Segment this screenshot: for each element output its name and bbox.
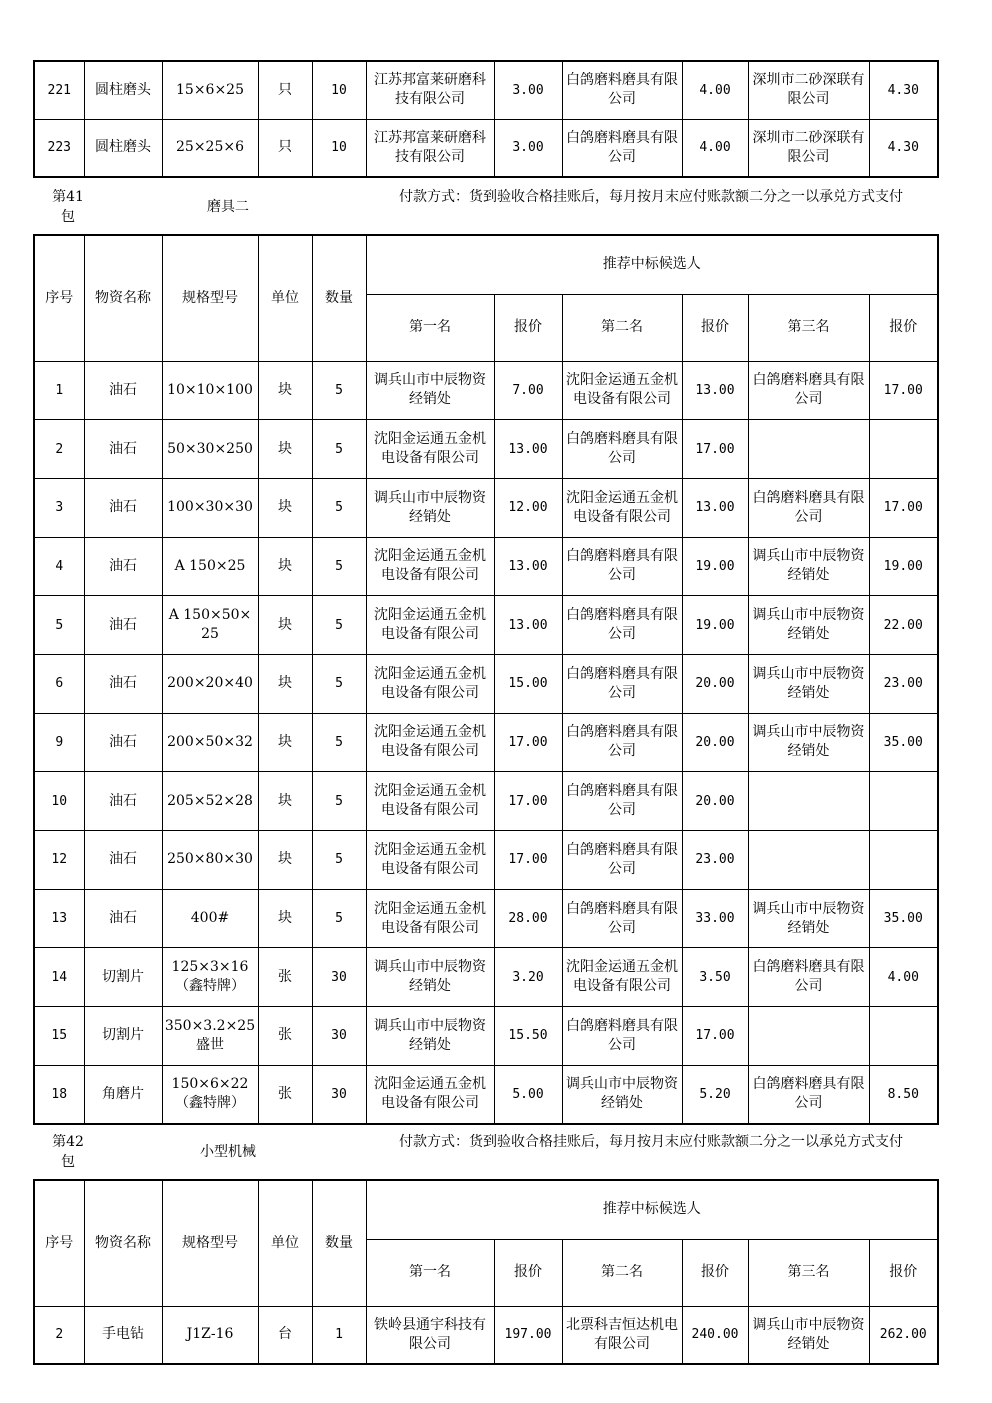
cell-name: 油石 [84, 772, 162, 831]
cell-no: 12 [34, 831, 84, 890]
cell-third-price [869, 831, 938, 890]
cell-unit: 块 [258, 654, 312, 713]
cell-first-price: 17.00 [494, 772, 562, 831]
cell-no: 18 [34, 1065, 84, 1124]
cell-third-candidate: 调兵山市中辰物资经销处 [748, 596, 869, 655]
cell-first-candidate: 江苏邦富莱研磨科技有限公司 [366, 61, 494, 119]
cell-third-candidate: 白鸽磨料磨具有限公司 [748, 948, 869, 1007]
cell-second-price: 17.00 [682, 1007, 748, 1066]
cell-first-price: 7.00 [494, 361, 562, 420]
table-row [34, 831, 938, 890]
cell-third-price: 23.00 [869, 654, 938, 713]
cell-first-candidate: 沈阳金运通五金机电设备有限公司 [366, 772, 494, 831]
cell-no: 221 [34, 61, 84, 119]
cell-second-candidate: 调兵山市中辰物资经销处 [562, 1065, 682, 1124]
cell-name: 油石 [84, 420, 162, 479]
header-first: 第一名 [366, 1239, 494, 1306]
cell-name: 油石 [84, 537, 162, 596]
cell-no: 14 [34, 948, 84, 1007]
cell-spec: J1Z-16 [162, 1306, 258, 1364]
cell-third-price: 262.00 [869, 1306, 938, 1364]
cell-second-candidate: 北票科吉恒达机电有限公司 [562, 1306, 682, 1364]
header-third: 第三名 [748, 1239, 869, 1306]
cell-third-candidate: 调兵山市中辰物资经销处 [748, 713, 869, 772]
cell-no: 13 [34, 889, 84, 948]
cell-spec: A 150×25 [162, 537, 258, 596]
table-row [34, 61, 938, 119]
header-second: 第二名 [562, 1239, 682, 1306]
package-42-name: 小型机械 [200, 1144, 256, 1160]
cell-unit: 块 [258, 713, 312, 772]
header-no: 序号 [34, 1180, 84, 1306]
cell-qty: 5 [312, 831, 366, 890]
package-41-info [33, 187, 939, 237]
cell-qty: 5 [312, 772, 366, 831]
cell-third-price [869, 1007, 938, 1066]
cell-unit: 只 [258, 61, 312, 119]
cell-first-price: 13.00 [494, 420, 562, 479]
cell-qty: 5 [312, 537, 366, 596]
header-price-1: 报价 [494, 294, 562, 361]
package-41-table [33, 234, 939, 1125]
cell-second-price: 33.00 [682, 889, 748, 948]
cell-first-price: 17.00 [494, 831, 562, 890]
cell-first-candidate: 沈阳金运通五金机电设备有限公司 [366, 596, 494, 655]
cell-second-price: 13.00 [682, 361, 748, 420]
table-row [34, 1306, 938, 1364]
table-row [34, 478, 938, 537]
cell-unit: 块 [258, 361, 312, 420]
cell-first-candidate: 调兵山市中辰物资经销处 [366, 361, 494, 420]
cell-no: 1 [34, 361, 84, 420]
cell-first-candidate: 沈阳金运通五金机电设备有限公司 [366, 831, 494, 890]
cell-first-candidate: 调兵山市中辰物资经销处 [366, 1007, 494, 1066]
cell-qty: 30 [312, 1065, 366, 1124]
cell-unit: 块 [258, 596, 312, 655]
cell-third-candidate [748, 420, 869, 479]
cell-second-candidate: 白鸽磨料磨具有限公司 [562, 772, 682, 831]
cell-second-candidate: 白鸽磨料磨具有限公司 [562, 420, 682, 479]
cell-unit: 块 [258, 889, 312, 948]
cell-qty: 5 [312, 889, 366, 948]
package-41-number: 第41 包 [52, 189, 84, 225]
cell-first-candidate: 沈阳金运通五金机电设备有限公司 [366, 537, 494, 596]
cell-spec: 350×3.2×25 盛世 [162, 1007, 258, 1066]
cell-unit: 张 [258, 1007, 312, 1066]
cell-qty: 10 [312, 119, 366, 177]
cell-first-candidate: 沈阳金运通五金机电设备有限公司 [366, 420, 494, 479]
header-candidates: 推荐中标候选人 [366, 235, 938, 294]
table-row [34, 713, 938, 772]
table-row [34, 889, 938, 948]
table-row [34, 119, 938, 177]
cell-spec: 205×52×28 [162, 772, 258, 831]
header-name: 物资名称 [84, 235, 162, 361]
cell-qty: 5 [312, 713, 366, 772]
cell-unit: 块 [258, 478, 312, 537]
cell-first-price: 28.00 [494, 889, 562, 948]
cell-no: 2 [34, 420, 84, 479]
cell-name: 油石 [84, 713, 162, 772]
header-qty: 数量 [312, 1180, 366, 1306]
cell-first-price: 15.00 [494, 654, 562, 713]
cell-second-price: 13.00 [682, 478, 748, 537]
cell-third-candidate: 白鸽磨料磨具有限公司 [748, 361, 869, 420]
cell-unit: 张 [258, 1065, 312, 1124]
cell-qty: 10 [312, 61, 366, 119]
cell-second-price: 20.00 [682, 772, 748, 831]
cell-third-price: 19.00 [869, 537, 938, 596]
cell-first-price: 197.00 [494, 1306, 562, 1364]
cell-no: 6 [34, 654, 84, 713]
cell-name: 油石 [84, 654, 162, 713]
cell-second-candidate: 沈阳金运通五金机电设备有限公司 [562, 478, 682, 537]
cell-first-price: 13.00 [494, 596, 562, 655]
table-row [34, 772, 938, 831]
cell-qty: 5 [312, 361, 366, 420]
cell-first-candidate: 沈阳金运通五金机电设备有限公司 [366, 654, 494, 713]
cell-third-price: 35.00 [869, 713, 938, 772]
table-row [34, 420, 938, 479]
cell-spec: 150×6×22（鑫特牌） [162, 1065, 258, 1124]
cell-name: 油石 [84, 478, 162, 537]
cell-second-candidate: 白鸽磨料磨具有限公司 [562, 61, 682, 119]
cell-no: 9 [34, 713, 84, 772]
cell-no: 223 [34, 119, 84, 177]
cell-unit: 块 [258, 537, 312, 596]
cell-second-price: 20.00 [682, 654, 748, 713]
cell-second-candidate: 白鸽磨料磨具有限公司 [562, 713, 682, 772]
header-spec: 规格型号 [162, 235, 258, 361]
cell-unit: 台 [258, 1306, 312, 1364]
table-row [34, 361, 938, 420]
cell-name: 角磨片 [84, 1065, 162, 1124]
cell-first-candidate: 调兵山市中辰物资经销处 [366, 478, 494, 537]
cell-second-price: 19.00 [682, 596, 748, 655]
cell-third-candidate: 调兵山市中辰物资经销处 [748, 889, 869, 948]
cell-spec: 125×3×16（鑫特牌） [162, 948, 258, 1007]
cell-spec: 25×25×6 [162, 119, 258, 177]
cell-name: 油石 [84, 361, 162, 420]
cell-second-candidate: 白鸽磨料磨具有限公司 [562, 654, 682, 713]
cell-first-candidate: 江苏邦富莱研磨科技有限公司 [366, 119, 494, 177]
cell-second-candidate: 沈阳金运通五金机电设备有限公司 [562, 948, 682, 1007]
header-name: 物资名称 [84, 1180, 162, 1306]
cell-third-price: 4.30 [869, 119, 938, 177]
table-row [34, 948, 938, 1007]
cell-name: 手电钻 [84, 1306, 162, 1364]
cell-spec: 200×20×40 [162, 654, 258, 713]
package-41-name: 磨具二 [207, 199, 249, 215]
package-42-number: 第42 包 [52, 1134, 84, 1170]
cell-second-price: 240.00 [682, 1306, 748, 1364]
cell-first-candidate: 沈阳金运通五金机电设备有限公司 [366, 889, 494, 948]
cell-first-candidate: 铁岭县通宇科技有限公司 [366, 1306, 494, 1364]
cell-second-price: 3.50 [682, 948, 748, 1007]
cell-first-price: 17.00 [494, 713, 562, 772]
header-spec: 规格型号 [162, 1180, 258, 1306]
cell-no: 5 [34, 596, 84, 655]
table-row [34, 1065, 938, 1124]
header-first: 第一名 [366, 294, 494, 361]
cell-no: 3 [34, 478, 84, 537]
cell-unit: 张 [258, 948, 312, 1007]
package-42-payment: 付款方式：货到验收合格挂账后，每月按月末应付账款额二分之一以承兑方式支付 [399, 1134, 903, 1150]
cell-third-price: 17.00 [869, 478, 938, 537]
cell-second-candidate: 沈阳金运通五金机电设备有限公司 [562, 361, 682, 420]
header-qty: 数量 [312, 235, 366, 361]
cell-third-candidate: 深圳市二砂深联有限公司 [748, 119, 869, 177]
table-row [34, 654, 938, 713]
cell-first-price: 3.00 [494, 119, 562, 177]
header-unit: 单位 [258, 235, 312, 361]
cell-third-price: 4.00 [869, 948, 938, 1007]
cell-second-candidate: 白鸽磨料磨具有限公司 [562, 1007, 682, 1066]
cell-second-candidate: 白鸽磨料磨具有限公司 [562, 119, 682, 177]
cell-no: 15 [34, 1007, 84, 1066]
cell-spec: A 150×50×25 [162, 596, 258, 655]
cell-qty: 5 [312, 654, 366, 713]
cell-spec: 100×30×30 [162, 478, 258, 537]
cell-third-candidate [748, 831, 869, 890]
cell-third-candidate [748, 1007, 869, 1066]
header-second: 第二名 [562, 294, 682, 361]
header-price-3: 报价 [869, 1239, 938, 1306]
header-price-2: 报价 [682, 294, 748, 361]
cell-unit: 块 [258, 420, 312, 479]
cell-qty: 5 [312, 596, 366, 655]
header-no: 序号 [34, 235, 84, 361]
cell-third-candidate: 调兵山市中辰物资经销处 [748, 654, 869, 713]
header-unit: 单位 [258, 1180, 312, 1306]
cell-name: 切割片 [84, 948, 162, 1007]
cell-second-price: 5.20 [682, 1065, 748, 1124]
table-row [34, 1007, 938, 1066]
cell-spec: 200×50×32 [162, 713, 258, 772]
cell-second-candidate: 白鸽磨料磨具有限公司 [562, 831, 682, 890]
cell-third-candidate: 调兵山市中辰物资经销处 [748, 1306, 869, 1364]
cell-name: 切割片 [84, 1007, 162, 1066]
cell-third-candidate: 白鸽磨料磨具有限公司 [748, 1065, 869, 1124]
cell-second-candidate: 白鸽磨料磨具有限公司 [562, 596, 682, 655]
header-price-3: 报价 [869, 294, 938, 361]
cell-second-price: 19.00 [682, 537, 748, 596]
cell-unit: 块 [258, 772, 312, 831]
cell-third-candidate: 深圳市二砂深联有限公司 [748, 61, 869, 119]
cell-spec: 250×80×30 [162, 831, 258, 890]
package-41-payment: 付款方式：货到验收合格挂账后，每月按月末应付账款额二分之一以承兑方式支付 [399, 189, 903, 205]
cell-second-price: 20.00 [682, 713, 748, 772]
header-price-1: 报价 [494, 1239, 562, 1306]
table-row [34, 537, 938, 596]
cell-third-candidate: 调兵山市中辰物资经销处 [748, 537, 869, 596]
cell-third-price [869, 420, 938, 479]
cell-first-price: 5.00 [494, 1065, 562, 1124]
cell-second-price: 4.00 [682, 61, 748, 119]
cell-name: 圆柱磨头 [84, 61, 162, 119]
cell-unit: 块 [258, 831, 312, 890]
cell-spec: 400# [162, 889, 258, 948]
cell-first-price: 13.00 [494, 537, 562, 596]
cell-first-price: 15.50 [494, 1007, 562, 1066]
table-row [34, 596, 938, 655]
cell-unit: 只 [258, 119, 312, 177]
cell-first-candidate: 沈阳金运通五金机电设备有限公司 [366, 1065, 494, 1124]
cell-second-price: 4.00 [682, 119, 748, 177]
header-price-2: 报价 [682, 1239, 748, 1306]
cell-third-price: 35.00 [869, 889, 938, 948]
package-42-info [33, 1132, 939, 1182]
cell-name: 圆柱磨头 [84, 119, 162, 177]
top-continuation-table [33, 60, 939, 178]
header-third: 第三名 [748, 294, 869, 361]
cell-first-price: 3.00 [494, 61, 562, 119]
cell-third-price: 17.00 [869, 361, 938, 420]
cell-qty: 30 [312, 948, 366, 1007]
cell-first-price: 12.00 [494, 478, 562, 537]
cell-first-candidate: 沈阳金运通五金机电设备有限公司 [366, 713, 494, 772]
cell-spec: 10×10×100 [162, 361, 258, 420]
cell-spec: 15×6×25 [162, 61, 258, 119]
cell-qty: 5 [312, 478, 366, 537]
header-candidates: 推荐中标候选人 [366, 1180, 938, 1239]
cell-name: 油石 [84, 889, 162, 948]
cell-qty: 1 [312, 1306, 366, 1364]
cell-qty: 30 [312, 1007, 366, 1066]
cell-spec: 50×30×250 [162, 420, 258, 479]
cell-no: 4 [34, 537, 84, 596]
cell-second-candidate: 白鸽磨料磨具有限公司 [562, 537, 682, 596]
cell-third-candidate: 白鸽磨料磨具有限公司 [748, 478, 869, 537]
cell-third-candidate [748, 772, 869, 831]
cell-third-price: 8.50 [869, 1065, 938, 1124]
cell-first-price: 3.20 [494, 948, 562, 1007]
cell-second-price: 17.00 [682, 420, 748, 479]
cell-second-price: 23.00 [682, 831, 748, 890]
cell-no: 2 [34, 1306, 84, 1364]
cell-name: 油石 [84, 596, 162, 655]
cell-third-price [869, 772, 938, 831]
cell-third-price: 4.30 [869, 61, 938, 119]
cell-name: 油石 [84, 831, 162, 890]
cell-first-candidate: 调兵山市中辰物资经销处 [366, 948, 494, 1007]
cell-third-price: 22.00 [869, 596, 938, 655]
cell-qty: 5 [312, 420, 366, 479]
package-42-table [33, 1179, 939, 1365]
cell-no: 10 [34, 772, 84, 831]
cell-second-candidate: 白鸽磨料磨具有限公司 [562, 889, 682, 948]
